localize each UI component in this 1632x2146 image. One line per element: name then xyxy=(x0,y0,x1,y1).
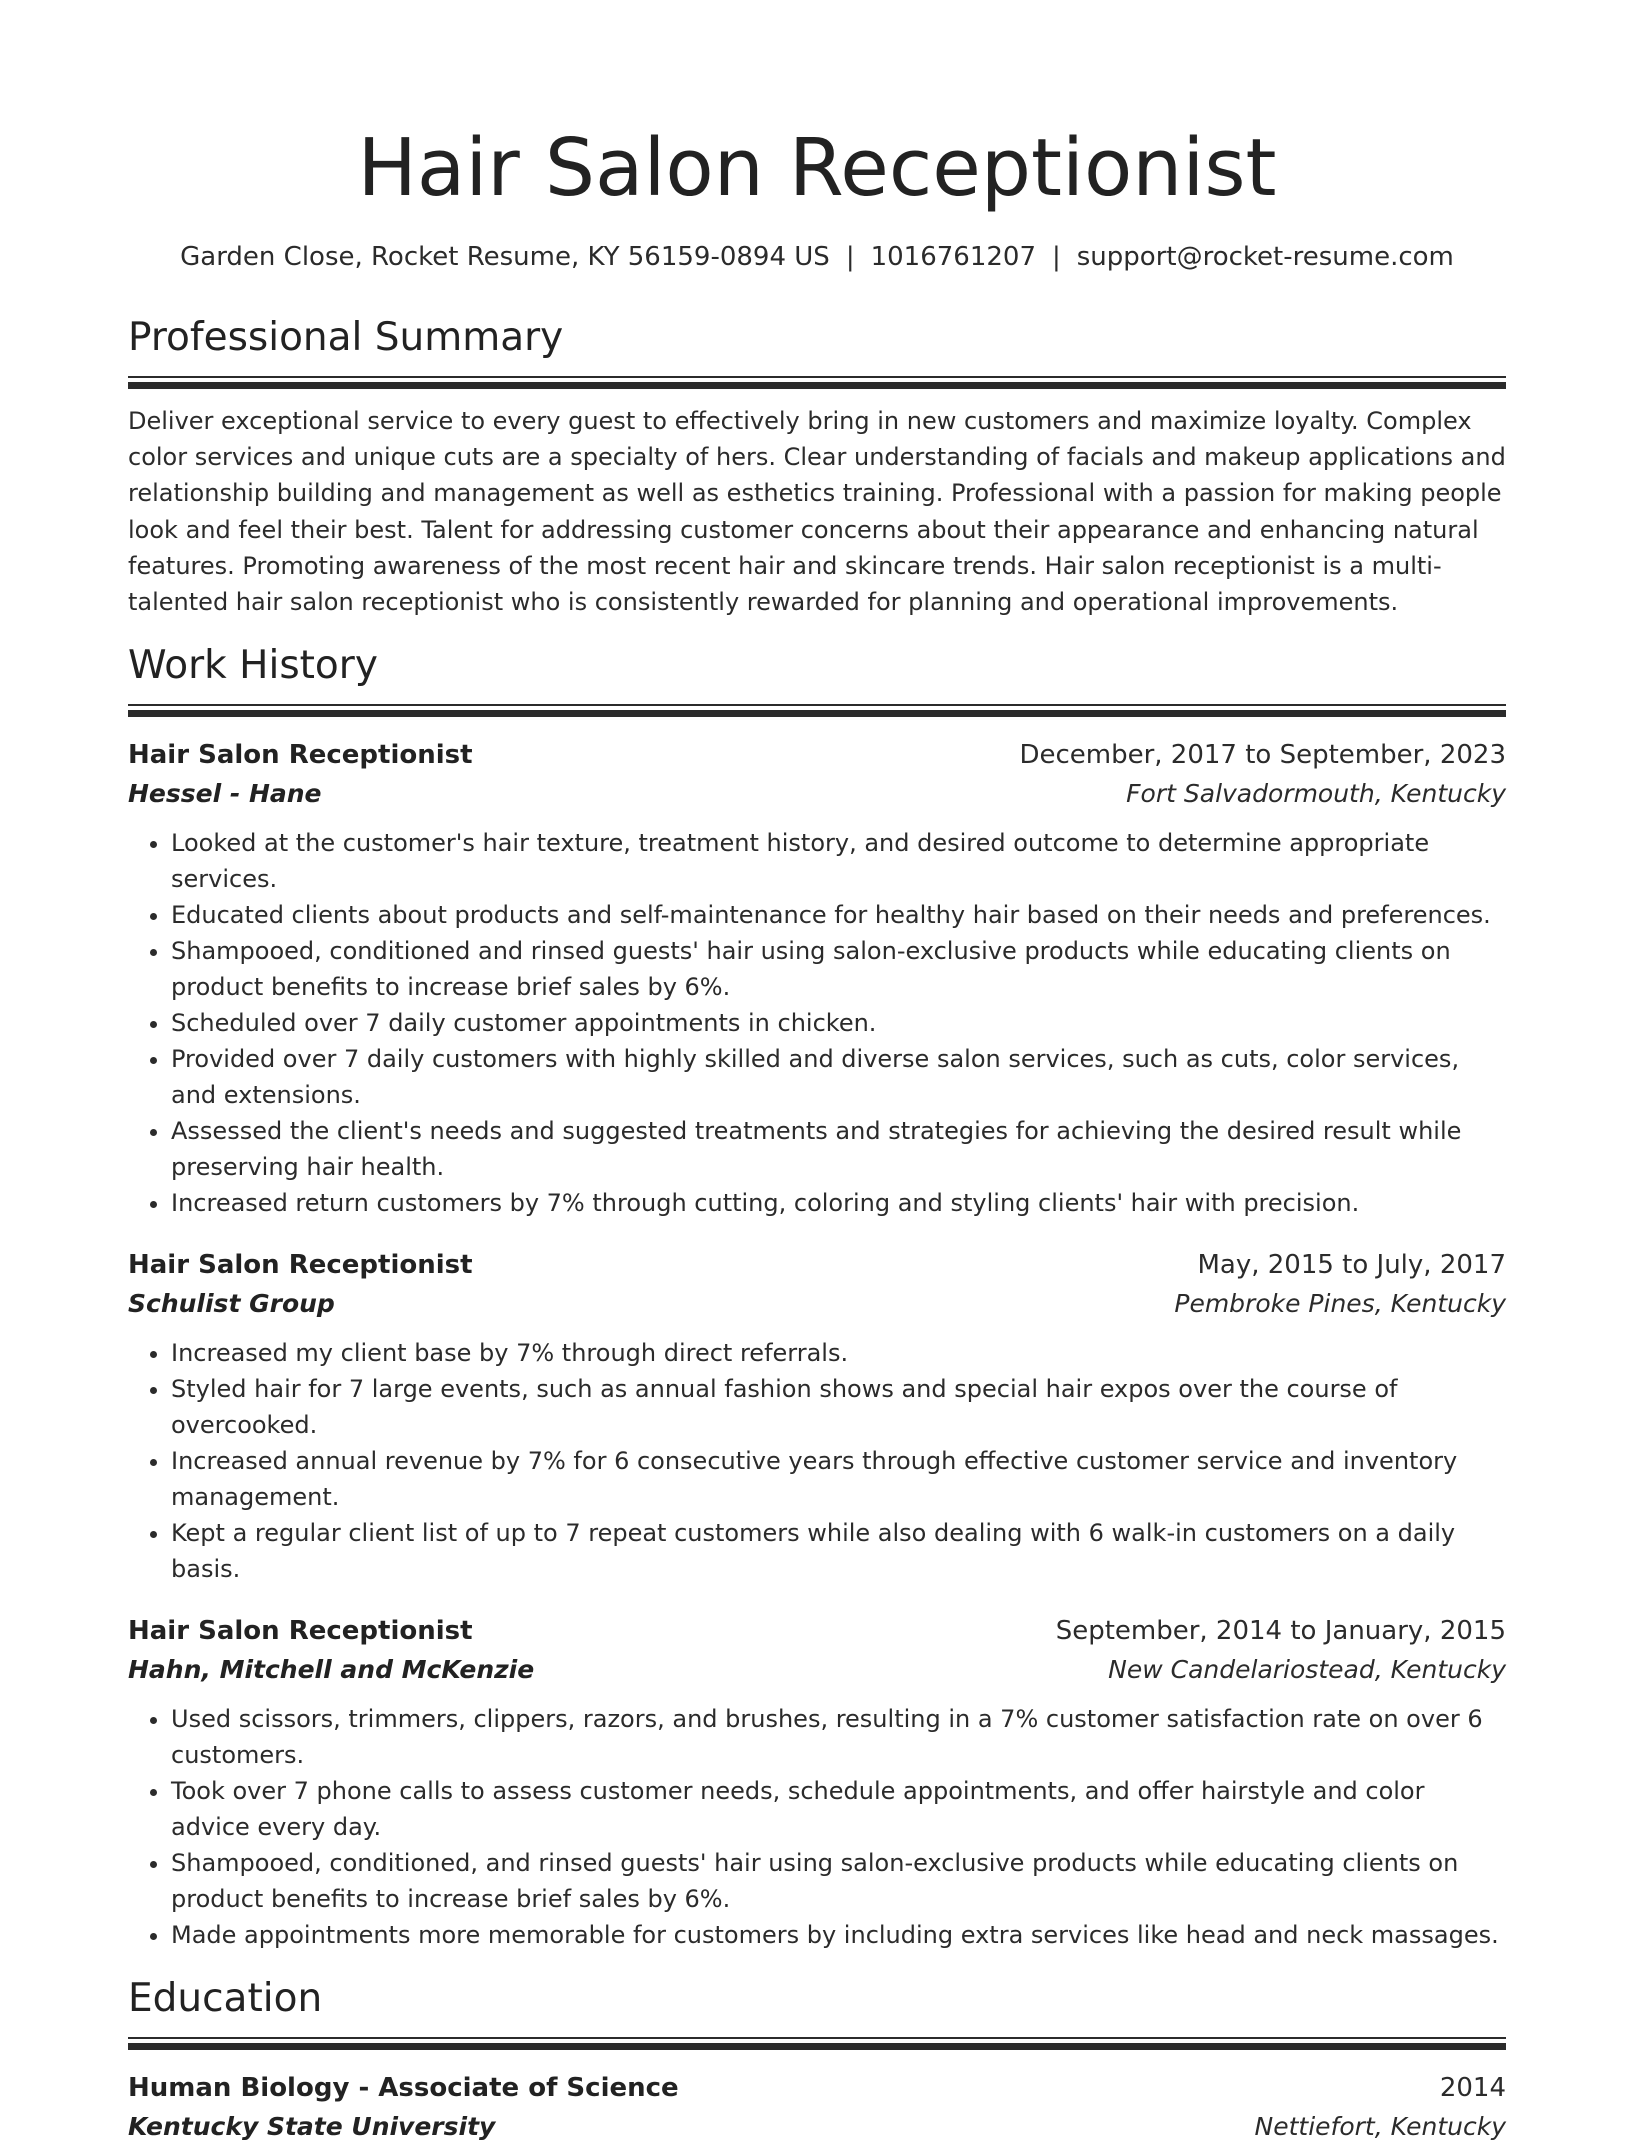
job-bullets xyxy=(128,825,1506,1221)
list-item: • Shampooed, conditioned and rinsed guests' hair using salon-exclusive products while educating clients on product benefits to increase brief sales by 6%. xyxy=(171,933,1506,1005)
job-location: New Candelariostead, Kentucky xyxy=(1108,1655,1506,1685)
list-item: • Shampooed, conditioned, and rinsed guests' hair using salon-exclusive products while educating clients on product benefits to increase brief sales by 6%. xyxy=(171,1845,1506,1917)
education-degree: Human Biology - Associate of Science xyxy=(128,2073,679,2104)
list-item: • Educated clients about products and self-maintenance for healthy hair based on their needs and preferences. xyxy=(171,897,1506,933)
list-item: • Increased annual revenue by 7% for 6 consecutive years through effective customer service and inventory management. xyxy=(171,1443,1506,1515)
job-bullets xyxy=(128,1701,1506,1953)
summary-text: Deliver exceptional service to every guest to effectively bring in new customers and maximize loyalty. Complex color services and unique cuts are a specialty of hers. Clear understanding of facials and makeup applications and relationship building and management as well as esthetics training. Professional with a passion for making people look and feel their best. Talent for addressing customer concerns about their appearance and enhancing natural features. Promoting awareness of the most recent hair and skincare trends. Hair salon receptionist is a multi-talented hair salon receptionist who is consistently rewarded for planning and operational improvements. xyxy=(128,407,1506,617)
list-item: • Provided over 7 daily customers with highly skilled and diverse salon services, such as cuts, color services, and extensions. xyxy=(171,1041,1506,1113)
job-company: Schulist Group xyxy=(128,1289,335,1319)
job-bullets xyxy=(128,1335,1506,1587)
work-history-section xyxy=(128,642,1506,1953)
list-item: • Made appointments more memorable for customers by including extra services like head and neck massages. xyxy=(171,1917,1506,1953)
section-divider xyxy=(128,2037,1506,2039)
job-entry xyxy=(128,1611,1506,1953)
job-entry xyxy=(128,735,1506,1221)
job-dates: September, 2014 to January, 2015 xyxy=(1055,1616,1506,1647)
contact-separator: | xyxy=(845,242,855,272)
education-year: 2014 xyxy=(1439,2073,1506,2104)
section-divider xyxy=(128,2043,1506,2050)
section-divider xyxy=(128,376,1506,378)
contact-address: Garden Close, Rocket Resume, KY 56159-0894 US xyxy=(180,242,830,272)
job-company: Hahn, Mitchell and McKenzie xyxy=(128,1655,535,1685)
job-title: Hair Salon Receptionist xyxy=(128,1250,473,1281)
education-school: Kentucky State University xyxy=(128,2112,496,2142)
resume-name: Hair Salon Receptionist xyxy=(357,122,1277,214)
contact-email: support@rocket-resume.com xyxy=(1076,242,1454,272)
contact-phone: 1016761207 xyxy=(870,242,1036,272)
job-location: Pembroke Pines, Kentucky xyxy=(1174,1289,1506,1319)
resume-page xyxy=(128,0,1506,2146)
list-item: • Kept a regular client list of up to 7 repeat customers while also dealing with 6 walk-in customers on a daily basis. xyxy=(171,1515,1506,1587)
section-title-work: Work History xyxy=(128,643,378,689)
list-item: • Took over 7 phone calls to assess customer needs, schedule appointments, and offer hairstyle and color advice every day. xyxy=(171,1773,1506,1845)
job-location: Fort Salvadormouth, Kentucky xyxy=(1126,779,1506,809)
section-divider xyxy=(128,710,1506,717)
education-section xyxy=(128,1975,1506,2146)
list-item: • Assessed the client's needs and suggested treatments and strategies for achieving the desired result while preserving hair health. xyxy=(171,1113,1506,1185)
list-item: • Increased my client base by 7% through direct referrals. xyxy=(171,1335,1506,1371)
job-dates: May, 2015 to July, 2017 xyxy=(1197,1250,1506,1281)
list-item: • Looked at the customer's hair texture, treatment history, and desired outcome to determine appropriate services. xyxy=(171,825,1506,897)
contact-line xyxy=(128,240,1506,274)
list-item: • Increased return customers by 7% through cutting, coloring and styling clients' hair with precision. xyxy=(171,1185,1506,1221)
section-title-summary: Professional Summary xyxy=(128,315,564,360)
summary-section xyxy=(128,314,1506,620)
education-location: Nettiefort, Kentucky xyxy=(1254,2112,1506,2142)
list-item: • Used scissors, trimmers, clippers, razors, and brushes, resulting in a 7% customer satisfaction rate on over 6 customers. xyxy=(171,1701,1506,1773)
section-divider xyxy=(128,704,1506,706)
education-entry xyxy=(128,2068,1506,2146)
job-title: Hair Salon Receptionist xyxy=(128,1616,473,1647)
list-item: • Styled hair for 7 large events, such as annual fashion shows and special hair expos over the course of overcooked. xyxy=(171,1371,1506,1443)
job-entry xyxy=(128,1245,1506,1587)
section-title-education: Education xyxy=(128,1976,323,2022)
job-company: Hessel - Hane xyxy=(128,779,322,809)
job-dates: December, 2017 to September, 2023 xyxy=(1019,740,1506,771)
job-title: Hair Salon Receptionist xyxy=(128,740,473,771)
section-divider xyxy=(128,382,1506,389)
contact-separator: | xyxy=(1052,242,1061,272)
list-item: • Scheduled over 7 daily customer appointments in chicken. xyxy=(171,1005,1506,1041)
